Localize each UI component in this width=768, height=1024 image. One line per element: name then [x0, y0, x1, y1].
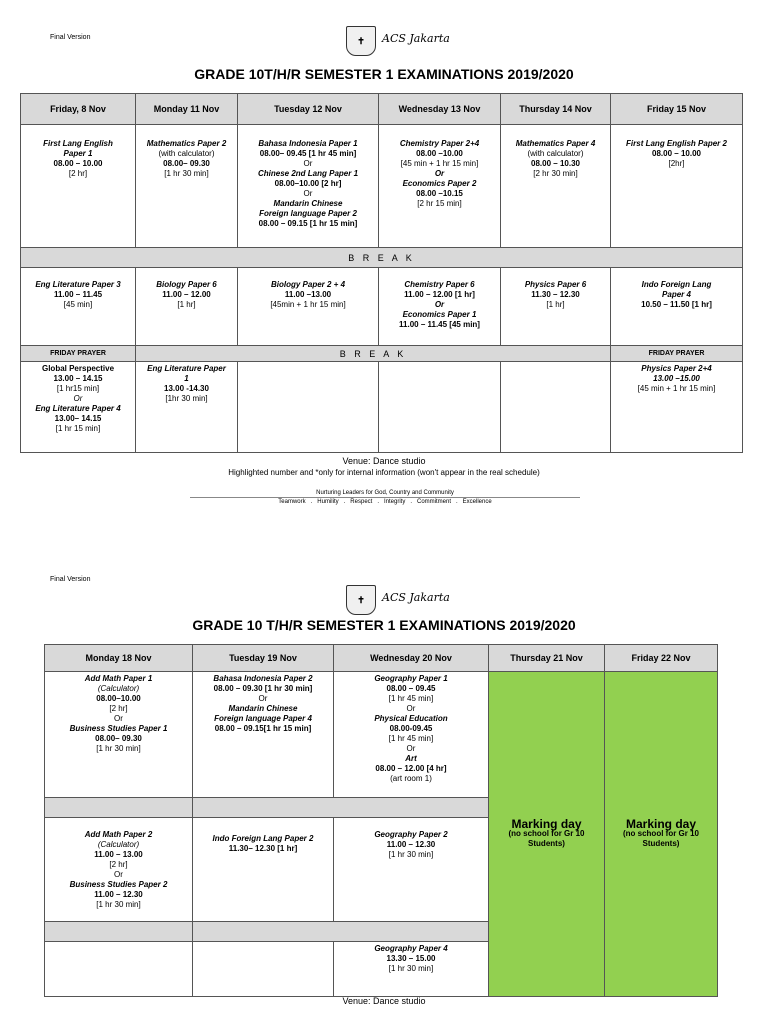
venue-text: Venue: Dance studio: [342, 456, 426, 466]
break-cell: [45, 922, 193, 942]
break-cell: [193, 798, 489, 818]
friday-prayer-label: FRIDAY PRAYER: [21, 346, 136, 362]
exam-cell: Mathematics Paper 2 (with calculator) 08.00– 09.30 [1 hr 30 min]: [136, 125, 238, 248]
exam-cell: Eng Literature Paper 1 13.00 -14.30 [1hr 30 min]: [136, 362, 238, 453]
page-title: GRADE 10T/H/R SEMESTER 1 EXAMINATIONS 2019/2020: [194, 66, 574, 82]
morning-row: [45, 672, 718, 798]
exam-cell: Geography Paper 4 13.30 – 15.00 [1 hr 30 min]: [334, 942, 489, 997]
school-logo: [346, 26, 450, 56]
crest-icon: ✝: [346, 585, 376, 615]
midday-row: [21, 268, 743, 346]
marking-day-cell: Marking day (no school for Gr 10 Students): [605, 672, 718, 997]
school-values: Teamwork . Humility . Respect . Integrity . Commitment . Excellence: [278, 499, 492, 505]
exam-schedule-table-1: [20, 93, 743, 453]
exam-cell: First Lang English Paper 2 08.00 – 10.00 [2hr]: [611, 125, 743, 248]
day-header: Tuesday 19 Nov: [193, 645, 334, 672]
final-version-label: Final Version: [50, 576, 91, 583]
empty-cell: [193, 942, 334, 997]
exam-cell: Biology Paper 6 11.00 – 12.00 [1 hr]: [136, 268, 238, 346]
logo-text: ACS Jakarta: [382, 590, 450, 604]
break-row: [21, 248, 743, 268]
day-header: Friday 22 Nov: [605, 645, 718, 672]
day-header: Friday 15 Nov: [611, 94, 743, 125]
break-label: B R E A K: [21, 248, 743, 268]
exam-cell: Geography Paper 2 11.00 – 12.30 [1 hr 30 min]: [334, 818, 489, 922]
exam-cell: Chemistry Paper 2+4 08.00 –10.00 [45 min + 1 hr 15 min] Or Economics Paper 2 08.00 –10.15 [2 hr 15 min]: [379, 125, 501, 248]
break-cell: [45, 798, 193, 818]
exam-cell: First Lang English Paper 1 08.00 – 10.00 [2 hr]: [21, 125, 136, 248]
break-cell: [193, 922, 489, 942]
exam-cell: Geography Paper 1 08.00 – 09.45 [1 hr 45 min] Or Physical Education 08.00-09.45 [1 hr 45 min] Or Art 08.00 – 12.00 [4 hr] (art room 1): [334, 672, 489, 798]
venue-text: Venue: Dance studio: [342, 996, 426, 1006]
school-logo: [346, 585, 450, 615]
day-header: Friday, 8 Nov: [21, 94, 136, 125]
exam-cell: Indo Foreign Lang Paper 4 10.50 – 11.50 [1 hr]: [611, 268, 743, 346]
exam-cell: Bahasa Indonesia Paper 1 08.00– 09.45 [1 hr 45 min] Or Chinese 2nd Lang Paper 1 08.00–10.00 [2 hr] Or Mandarin Chinese Foreign language Paper 2 08.00 – 09.15 [1 hr 15 min]: [238, 125, 379, 248]
header-row: [45, 645, 718, 672]
morning-row: [21, 125, 743, 248]
empty-cell: [501, 362, 611, 453]
exam-cell: Mathematics Paper 4 (with calculator) 08.00 – 10.30 [2 hr 30 min]: [501, 125, 611, 248]
exam-cell: Physics Paper 2+4 13.00 –15.00 [45 min + 1 hr 15 min]: [611, 362, 743, 453]
page-title: GRADE 10 T/H/R SEMESTER 1 EXAMINATIONS 2019/2020: [192, 617, 576, 633]
exam-cell: Bahasa Indonesia Paper 2 08.00 – 09.30 [1 hr 30 min] Or Mandarin Chinese Foreign language Paper 4 08.00 – 09.15[1 hr 15 min]: [193, 672, 334, 798]
internal-note: Highlighted number and *only for internal information (won't appear in the real schedule): [228, 468, 540, 477]
break-label: B R E A K: [136, 346, 611, 362]
empty-cell: [379, 362, 501, 453]
day-header: Thursday 14 Nov: [501, 94, 611, 125]
header-row: [21, 94, 743, 125]
day-header: Thursday 21 Nov: [489, 645, 605, 672]
day-header: Monday 18 Nov: [45, 645, 193, 672]
day-header: Monday 11 Nov: [136, 94, 238, 125]
logo-text: ACS Jakarta: [382, 31, 450, 45]
empty-cell: [238, 362, 379, 453]
exam-cell: Global Perspective 13.00 – 14.15 [1 hr15 min] Or Eng Literature Paper 4 13.00– 14.15 [1 hr 15 min]: [21, 362, 136, 453]
day-header: Wednesday 20 Nov: [334, 645, 489, 672]
day-header: Wednesday 13 Nov: [379, 94, 501, 125]
exam-cell: Indo Foreign Lang Paper 2 11.30– 12.30 [1 hr]: [193, 818, 334, 922]
exam-cell: Add Math Paper 1 (Calculator) 08.00–10.00 [2 hr] Or Business Studies Paper 1 08.00– 09.30 [1 hr 30 min]: [45, 672, 193, 798]
marking-day-cell: Marking day (no school for Gr 10 Students): [489, 672, 605, 997]
exam-cell: Eng Literature Paper 3 11.00 – 11.45 [45 min]: [21, 268, 136, 346]
exam-cell: Biology Paper 2 + 4 11.00 –13.00 [45min + 1 hr 15 min]: [238, 268, 379, 346]
exam-cell: Chemistry Paper 6 11.00 – 12.00 [1 hr] Or Economics Paper 1 11.00 – 11.45 [45 min]: [379, 268, 501, 346]
empty-cell: [45, 942, 193, 997]
break-row-2: [21, 346, 743, 362]
final-version-label: Final Version: [50, 34, 91, 41]
school-motto: Nurturing Leaders for God, Country and Community Teamwork . Humility . Respect . Integrity . Commitment . Excellence: [190, 490, 580, 505]
friday-prayer-label: FRIDAY PRAYER: [611, 346, 743, 362]
exam-schedule-table-2: [44, 644, 718, 997]
afternoon-row: [21, 362, 743, 453]
exam-cell: Physics Paper 6 11.30 – 12.30 [1 hr]: [501, 268, 611, 346]
day-header: Tuesday 12 Nov: [238, 94, 379, 125]
crest-icon: ✝: [346, 26, 376, 56]
exam-cell: Add Math Paper 2 (Calculator) 11.00 – 13.00 [2 hr] Or Business Studies Paper 2 11.00 – 12.30 [1 hr 30 min]: [45, 818, 193, 922]
